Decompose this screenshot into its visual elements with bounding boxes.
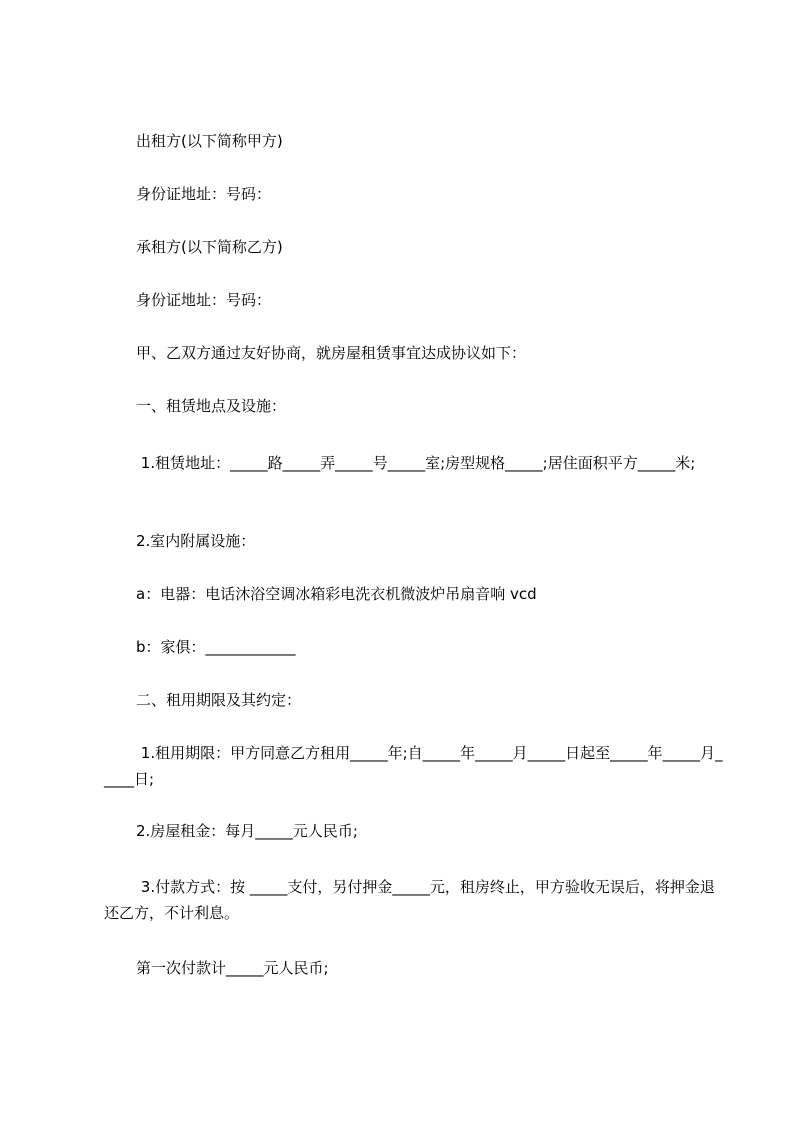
section-heading-term: 二、租用期限及其约定：: [136, 691, 302, 709]
paragraph-rental-term: 1.租用期限：甲方同意乙方租用_____年;自_____年_____月_____日起至_____年_____月_____日;: [104, 744, 723, 788]
paragraph-agreement-intro: 甲、乙双方通过友好协商，就房屋租赁事宜达成协议如下：: [136, 344, 527, 362]
paragraph-first-payment: 第一次付款计_____元人民币;: [136, 959, 329, 977]
paragraph-lessor: 出租方(以下简称甲方): [136, 132, 283, 150]
paragraph-rent: 2.房屋租金：每月_____元人民币;: [136, 822, 358, 840]
paragraph-lessee-id: 身份证地址：号码：: [136, 291, 272, 309]
paragraph-lessee: 承租方(以下简称乙方): [136, 238, 283, 256]
paragraph-lessor-id: 身份证地址：号码：: [136, 185, 272, 203]
paragraph-furniture: b：家俱：____________: [136, 638, 296, 656]
paragraph-appliances: a：电器：电话沐浴空调冰箱彩电洗衣机微波炉吊扇音响 vcd: [136, 585, 537, 603]
paragraph-rental-address: 1.租赁地址：_____路_____弄_____号_____室;房型规格_____;居住面积平方_____米;: [136, 454, 696, 472]
section-heading-location: 一、租赁地点及设施：: [136, 397, 287, 415]
paragraph-facilities: 2.室内附属设施：: [136, 532, 256, 550]
paragraph-payment-method: 3.付款方式：按 _____支付，另付押金_____元，租房终止，甲方验收无误后，将押金退还乙方，不计利息。: [104, 878, 715, 922]
